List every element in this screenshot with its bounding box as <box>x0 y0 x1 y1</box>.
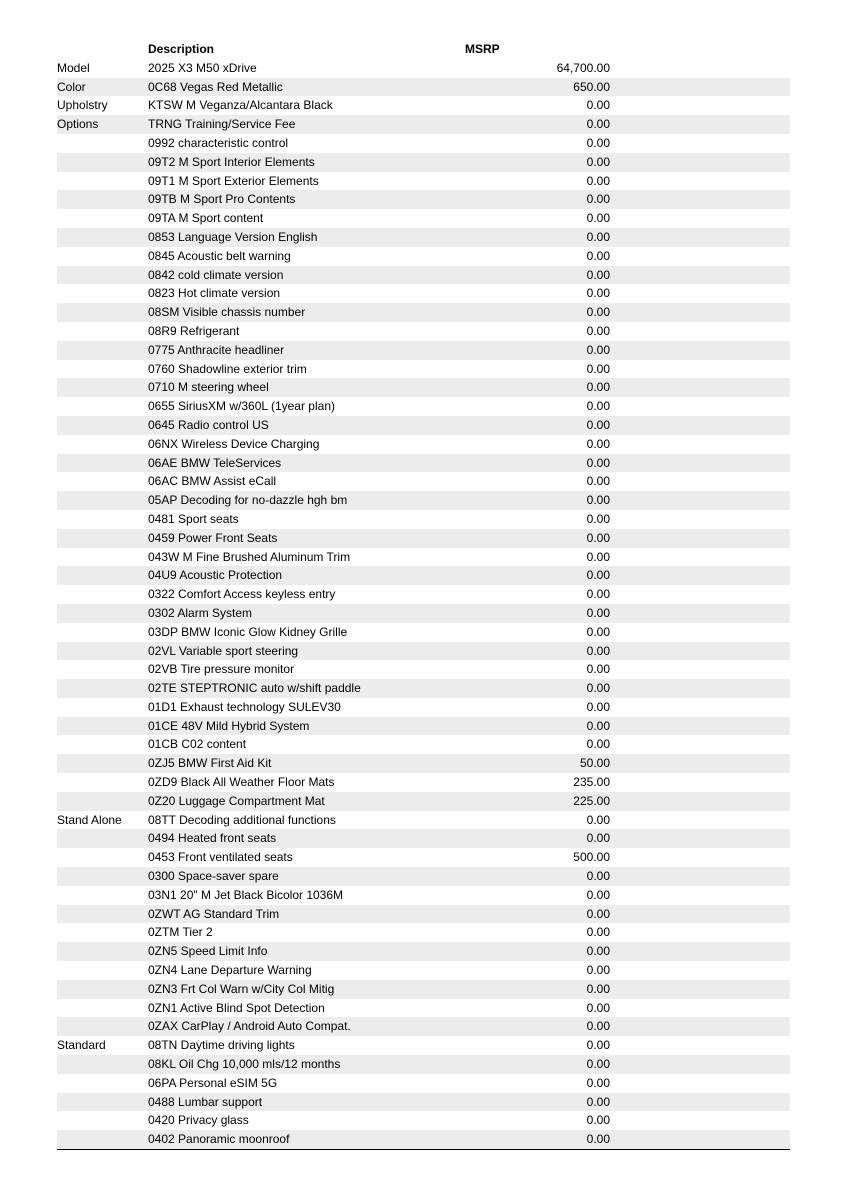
filler-cell <box>610 172 790 191</box>
table-row <box>57 1055 790 1074</box>
description-cell: 0302 Alarm System <box>148 605 253 620</box>
description-cell: 0481 Sport seats <box>148 511 239 526</box>
table-row <box>57 416 790 435</box>
category-cell: Color <box>57 79 86 94</box>
msrp-cell: 0.00 <box>586 135 610 150</box>
table-row <box>57 303 790 322</box>
description-cell: 02VL Variable sport steering <box>148 643 299 658</box>
description-cell: 0ZN3 Frt Col Warn w/City Col Mitig <box>148 981 335 996</box>
filler-cell <box>610 284 790 303</box>
msrp-cell: 0.00 <box>586 1132 610 1147</box>
table-row <box>57 829 790 848</box>
description-cell: 0420 Privacy glass <box>148 1113 249 1128</box>
description-cell: 09T2 M Sport Interior Elements <box>148 154 315 169</box>
msrp-cell: 0.00 <box>586 117 610 132</box>
msrp-column-header: MSRP <box>465 42 500 56</box>
filler-cell <box>610 510 790 529</box>
filler-cell <box>610 153 790 172</box>
table-row <box>57 566 790 585</box>
table-row <box>57 773 790 792</box>
category-cell <box>57 416 148 435</box>
category-cell: Options <box>57 117 99 132</box>
filler-cell <box>610 96 790 115</box>
table-row <box>57 698 790 717</box>
category-cell <box>57 134 148 153</box>
description-cell: 0402 Panoramic moonroof <box>148 1132 290 1147</box>
table-row <box>57 472 790 491</box>
msrp-cell: 0.00 <box>586 530 610 545</box>
filler-cell <box>610 642 790 661</box>
msrp-cell: 0.00 <box>586 699 610 714</box>
description-cell: 043W M Fine Brushed Aluminum Trim <box>148 549 351 564</box>
category-cell <box>57 209 148 228</box>
description-cell: 0C68 Vegas Red Metallic <box>148 79 283 94</box>
category-cell <box>57 660 148 679</box>
filler-cell <box>610 1036 790 1055</box>
msrp-cell: 0.00 <box>586 511 610 526</box>
description-cell: 02VB Tire pressure monitor <box>148 662 295 677</box>
msrp-cell: 0.00 <box>586 925 610 940</box>
category-cell <box>57 153 148 172</box>
msrp-cell: 0.00 <box>586 436 610 451</box>
table-row <box>57 454 790 473</box>
category-cell <box>57 378 148 397</box>
table-row <box>57 961 790 980</box>
msrp-cell: 0.00 <box>586 681 610 696</box>
description-column-header: Description <box>148 42 215 56</box>
filler-cell <box>610 717 790 736</box>
msrp-cell: 0.00 <box>586 154 610 169</box>
table-row <box>57 942 790 961</box>
table-row <box>57 1093 790 1112</box>
description-cell: 08R9 Refrigerant <box>148 323 240 338</box>
filler-cell <box>610 754 790 773</box>
msrp-cell: 0.00 <box>586 568 610 583</box>
msrp-cell: 0.00 <box>586 474 610 489</box>
msrp-cell: 0.00 <box>586 267 610 282</box>
msrp-cell: 0.00 <box>586 1113 610 1128</box>
filler-cell <box>610 303 790 322</box>
msrp-cell: 0.00 <box>586 963 610 978</box>
category-cell <box>57 228 148 247</box>
description-cell: 0300 Space-saver spare <box>148 869 279 884</box>
msrp-cell: 0.00 <box>586 192 610 207</box>
description-cell: 0842 cold climate version <box>148 267 284 282</box>
filler-cell <box>610 209 790 228</box>
description-cell: 0322 Comfort Access keyless entry <box>148 587 336 602</box>
description-cell: 08KL Oil Chg 10,000 mls/12 months <box>148 1057 341 1072</box>
table-row <box>57 980 790 999</box>
category-cell: Model <box>57 60 90 75</box>
category-cell <box>57 548 148 567</box>
category-cell <box>57 604 148 623</box>
category-cell <box>57 1017 148 1036</box>
category-cell <box>57 1055 148 1074</box>
description-cell: 08TT Decoding additional functions <box>148 812 336 827</box>
filler-cell <box>610 529 790 548</box>
table-row <box>57 811 790 830</box>
category-cell: Upholstry <box>57 98 108 113</box>
msrp-cell: 0.00 <box>586 981 610 996</box>
filler-column-header <box>610 40 790 59</box>
description-cell: 0ZN4 Lane Departure Warning <box>148 963 312 978</box>
msrp-cell: 0.00 <box>586 887 610 902</box>
msrp-cell: 0.00 <box>586 493 610 508</box>
category-cell <box>57 566 148 585</box>
category-cell <box>57 773 148 792</box>
category-cell <box>57 247 148 266</box>
filler-cell <box>610 134 790 153</box>
filler-cell <box>610 829 790 848</box>
description-cell: 0775 Anthracite headliner <box>148 342 285 357</box>
description-cell: 03DP BMW Iconic Glow Kidney Grille <box>148 624 348 639</box>
filler-cell <box>610 322 790 341</box>
filler-cell <box>610 341 790 360</box>
description-cell: 09T1 M Sport Exterior Elements <box>148 173 319 188</box>
table-row <box>57 190 790 209</box>
msrp-cell: 0.00 <box>586 906 610 921</box>
category-cell <box>57 303 148 322</box>
filler-cell <box>610 228 790 247</box>
description-cell: 0453 Front ventilated seats <box>148 850 293 865</box>
filler-cell <box>610 78 790 97</box>
filler-cell <box>610 266 790 285</box>
filler-cell <box>610 115 790 134</box>
table-row <box>57 360 790 379</box>
category-cell <box>57 735 148 754</box>
filler-cell <box>610 886 790 905</box>
table-row <box>57 209 790 228</box>
table-row <box>57 717 790 736</box>
table-row <box>57 322 790 341</box>
description-cell: 06NX Wireless Device Charging <box>148 436 320 451</box>
description-cell: 0710 M steering wheel <box>148 380 269 395</box>
description-cell: 01CE 48V Mild Hybrid System <box>148 718 310 733</box>
description-cell: 0853 Language Version English <box>148 229 318 244</box>
table-row <box>57 999 790 1018</box>
category-cell <box>57 360 148 379</box>
table-row <box>57 886 790 905</box>
description-cell: 02TE STEPTRONIC auto w/shift paddle <box>148 681 361 696</box>
msrp-cell: 0.00 <box>586 399 610 414</box>
description-cell: 08SM Visible chassis number <box>148 305 306 320</box>
category-cell <box>57 698 148 717</box>
category-cell <box>57 829 148 848</box>
category-cell <box>57 754 148 773</box>
filler-cell <box>610 472 790 491</box>
table-row <box>57 735 790 754</box>
description-cell: 0823 Hot climate version <box>148 286 281 301</box>
filler-cell <box>610 660 790 679</box>
filler-cell <box>610 59 790 78</box>
msrp-cell: 235.00 <box>573 775 610 790</box>
category-cell <box>57 923 148 942</box>
msrp-cell: 0.00 <box>586 624 610 639</box>
table-row <box>57 585 790 604</box>
msrp-cell: 0.00 <box>586 1019 610 1034</box>
table-row <box>57 623 790 642</box>
category-cell <box>57 341 148 360</box>
table-row <box>57 867 790 886</box>
description-cell: 0645 Radio control US <box>148 417 269 432</box>
filler-cell <box>610 698 790 717</box>
msrp-cell: 0.00 <box>586 380 610 395</box>
filler-cell <box>610 811 790 830</box>
table-row <box>57 510 790 529</box>
category-cell <box>57 397 148 416</box>
filler-cell <box>610 566 790 585</box>
description-cell: 0ZD9 Black All Weather Floor Mats <box>148 775 335 790</box>
msrp-cell: 0.00 <box>586 944 610 959</box>
filler-cell <box>610 454 790 473</box>
description-cell: 0992 characteristic control <box>148 135 289 150</box>
category-cell <box>57 1111 148 1130</box>
msrp-cell: 0.00 <box>586 1094 610 1109</box>
description-cell: 04U9 Acoustic Protection <box>148 568 283 583</box>
table-row <box>57 548 790 567</box>
msrp-cell: 0.00 <box>586 1000 610 1015</box>
filler-cell <box>610 867 790 886</box>
msrp-cell: 0.00 <box>586 173 610 188</box>
description-cell: KTSW M Veganza/Alcantara Black <box>148 98 333 113</box>
msrp-cell: 0.00 <box>586 1057 610 1072</box>
category-cell <box>57 190 148 209</box>
table-row <box>57 792 790 811</box>
description-cell: 03N1 20" M Jet Black Bicolor 1036M <box>148 887 344 902</box>
description-cell: 0Z20 Luggage Compartment Mat <box>148 793 325 808</box>
table-row <box>57 228 790 247</box>
filler-cell <box>610 190 790 209</box>
filler-cell <box>610 548 790 567</box>
msrp-cell: 0.00 <box>586 1075 610 1090</box>
table-row <box>57 1036 790 1055</box>
description-cell: 0494 Heated front seats <box>148 831 277 846</box>
spec-table-body <box>57 59 790 1150</box>
filler-cell <box>610 378 790 397</box>
category-cell <box>57 1093 148 1112</box>
msrp-cell: 0.00 <box>586 98 610 113</box>
filler-cell <box>610 1111 790 1130</box>
table-row <box>57 905 790 924</box>
description-cell: 0ZTM Tier 2 <box>148 925 213 940</box>
category-cell <box>57 942 148 961</box>
filler-cell <box>610 942 790 961</box>
category-cell <box>57 491 148 510</box>
filler-cell <box>610 491 790 510</box>
description-cell: 06AE BMW TeleServices <box>148 455 282 470</box>
category-cell <box>57 1130 148 1149</box>
table-row <box>57 1111 790 1130</box>
category-cell <box>57 642 148 661</box>
table-row <box>57 284 790 303</box>
msrp-cell: 0.00 <box>586 229 610 244</box>
description-cell: 08TN Daytime driving lights <box>148 1038 295 1053</box>
category-cell <box>57 585 148 604</box>
category-cell <box>57 529 148 548</box>
filler-cell <box>610 1055 790 1074</box>
msrp-cell: 0.00 <box>586 869 610 884</box>
category-cell <box>57 623 148 642</box>
description-cell: 09TB M Sport Pro Contents <box>148 192 296 207</box>
category-cell <box>57 999 148 1018</box>
msrp-cell: 0.00 <box>586 587 610 602</box>
description-cell: 0655 SiriusXM w/360L (1year plan) <box>148 399 335 414</box>
category-cell <box>57 867 148 886</box>
description-cell: 0488 Lumbar support <box>148 1094 263 1109</box>
table-row <box>57 604 790 623</box>
table-row <box>57 266 790 285</box>
filler-cell <box>610 980 790 999</box>
table-row <box>57 59 790 78</box>
category-cell <box>57 679 148 698</box>
category-cell <box>57 454 148 473</box>
filler-cell <box>610 1093 790 1112</box>
table-row <box>57 848 790 867</box>
filler-cell <box>610 1074 790 1093</box>
filler-cell <box>610 961 790 980</box>
category-cell <box>57 980 148 999</box>
category-cell <box>57 792 148 811</box>
filler-cell <box>610 999 790 1018</box>
description-cell: 0ZN1 Active Blind Spot Detection <box>148 1000 325 1015</box>
category-cell <box>57 905 148 924</box>
msrp-cell: 0.00 <box>586 812 610 827</box>
category-cell <box>57 848 148 867</box>
description-cell: 0845 Acoustic belt warning <box>148 248 291 263</box>
table-row <box>57 378 790 397</box>
table-header <box>57 40 790 59</box>
msrp-cell: 0.00 <box>586 342 610 357</box>
filler-cell <box>610 416 790 435</box>
msrp-cell: 0.00 <box>586 737 610 752</box>
filler-cell <box>610 1017 790 1036</box>
msrp-cell: 0.00 <box>586 248 610 263</box>
msrp-cell: 0.00 <box>586 549 610 564</box>
category-cell <box>57 717 148 736</box>
description-cell: 2025 X3 M50 xDrive <box>148 60 257 75</box>
description-cell: 0ZAX CarPlay / Android Auto Compat. <box>148 1019 351 1034</box>
filler-cell <box>610 1130 790 1149</box>
msrp-cell: 500.00 <box>573 850 610 865</box>
description-cell: 06AC BMW Assist eCall <box>148 474 277 489</box>
table-row <box>57 1130 790 1149</box>
msrp-cell: 0.00 <box>586 605 610 620</box>
category-cell <box>57 886 148 905</box>
filler-cell <box>610 623 790 642</box>
filler-cell <box>610 773 790 792</box>
category-cell <box>57 435 148 454</box>
category-column-header <box>57 40 148 59</box>
msrp-cell: 50.00 <box>579 756 610 771</box>
category-cell <box>57 1074 148 1093</box>
filler-cell <box>610 585 790 604</box>
description-cell: 01CB C02 content <box>148 737 247 752</box>
category-cell <box>57 510 148 529</box>
category-cell: Standard <box>57 1038 106 1053</box>
header-row <box>57 40 790 59</box>
filler-cell <box>610 604 790 623</box>
table-row <box>57 134 790 153</box>
filler-cell <box>610 905 790 924</box>
category-cell <box>57 266 148 285</box>
filler-cell <box>610 735 790 754</box>
msrp-cell: 0.00 <box>586 361 610 376</box>
description-cell: 0ZWT AG Standard Trim <box>148 906 280 921</box>
table-row <box>57 923 790 942</box>
description-cell: 01D1 Exhaust technology SULEV30 <box>148 699 341 714</box>
description-cell: 05AP Decoding for no-dazzle hgh bm <box>148 493 348 508</box>
category-cell <box>57 284 148 303</box>
table-row <box>57 1017 790 1036</box>
description-cell: 0ZJ5 BMW First Aid Kit <box>148 756 272 771</box>
msrp-cell: 0.00 <box>586 643 610 658</box>
description-cell: 0ZN5 Speed Limit Info <box>148 944 268 959</box>
description-cell: TRNG Training/Service Fee <box>148 117 296 132</box>
filler-cell <box>610 792 790 811</box>
table-row <box>57 660 790 679</box>
description-cell: 0459 Power Front Seats <box>148 530 278 545</box>
table-row <box>57 529 790 548</box>
msrp-cell: 0.00 <box>586 286 610 301</box>
category-cell <box>57 961 148 980</box>
filler-cell <box>610 397 790 416</box>
filler-cell <box>610 247 790 266</box>
table-row <box>57 491 790 510</box>
table-row <box>57 247 790 266</box>
category-cell <box>57 472 148 491</box>
table-row <box>57 78 790 97</box>
table-row <box>57 115 790 134</box>
msrp-cell: 0.00 <box>586 662 610 677</box>
filler-cell <box>610 923 790 942</box>
category-cell: Stand Alone <box>57 812 122 827</box>
table-row <box>57 1074 790 1093</box>
description-cell: 09TA M Sport content <box>148 211 264 226</box>
table-row <box>57 153 790 172</box>
filler-cell <box>610 360 790 379</box>
table-row <box>57 435 790 454</box>
table-row <box>57 642 790 661</box>
msrp-cell: 0.00 <box>586 211 610 226</box>
category-cell <box>57 172 148 191</box>
table-row <box>57 397 790 416</box>
filler-cell <box>610 435 790 454</box>
msrp-cell: 0.00 <box>586 305 610 320</box>
msrp-cell: 0.00 <box>586 1038 610 1053</box>
description-cell: 06PA Personal eSIM 5G <box>148 1075 278 1090</box>
msrp-cell: 0.00 <box>586 323 610 338</box>
vehicle-options-table <box>57 40 790 1150</box>
msrp-cell: 64,700.00 <box>556 60 610 75</box>
filler-cell <box>610 848 790 867</box>
category-cell <box>57 322 148 341</box>
description-cell: 0760 Shadowline exterior trim <box>148 361 307 376</box>
table-row <box>57 679 790 698</box>
table-row <box>57 172 790 191</box>
msrp-cell: 0.00 <box>586 718 610 733</box>
msrp-cell: 0.00 <box>586 831 610 846</box>
msrp-cell: 225.00 <box>573 793 610 808</box>
filler-cell <box>610 679 790 698</box>
table-row <box>57 96 790 115</box>
table-row <box>57 754 790 773</box>
msrp-cell: 0.00 <box>586 417 610 432</box>
msrp-cell: 650.00 <box>573 79 610 94</box>
table-row <box>57 341 790 360</box>
msrp-cell: 0.00 <box>586 455 610 470</box>
